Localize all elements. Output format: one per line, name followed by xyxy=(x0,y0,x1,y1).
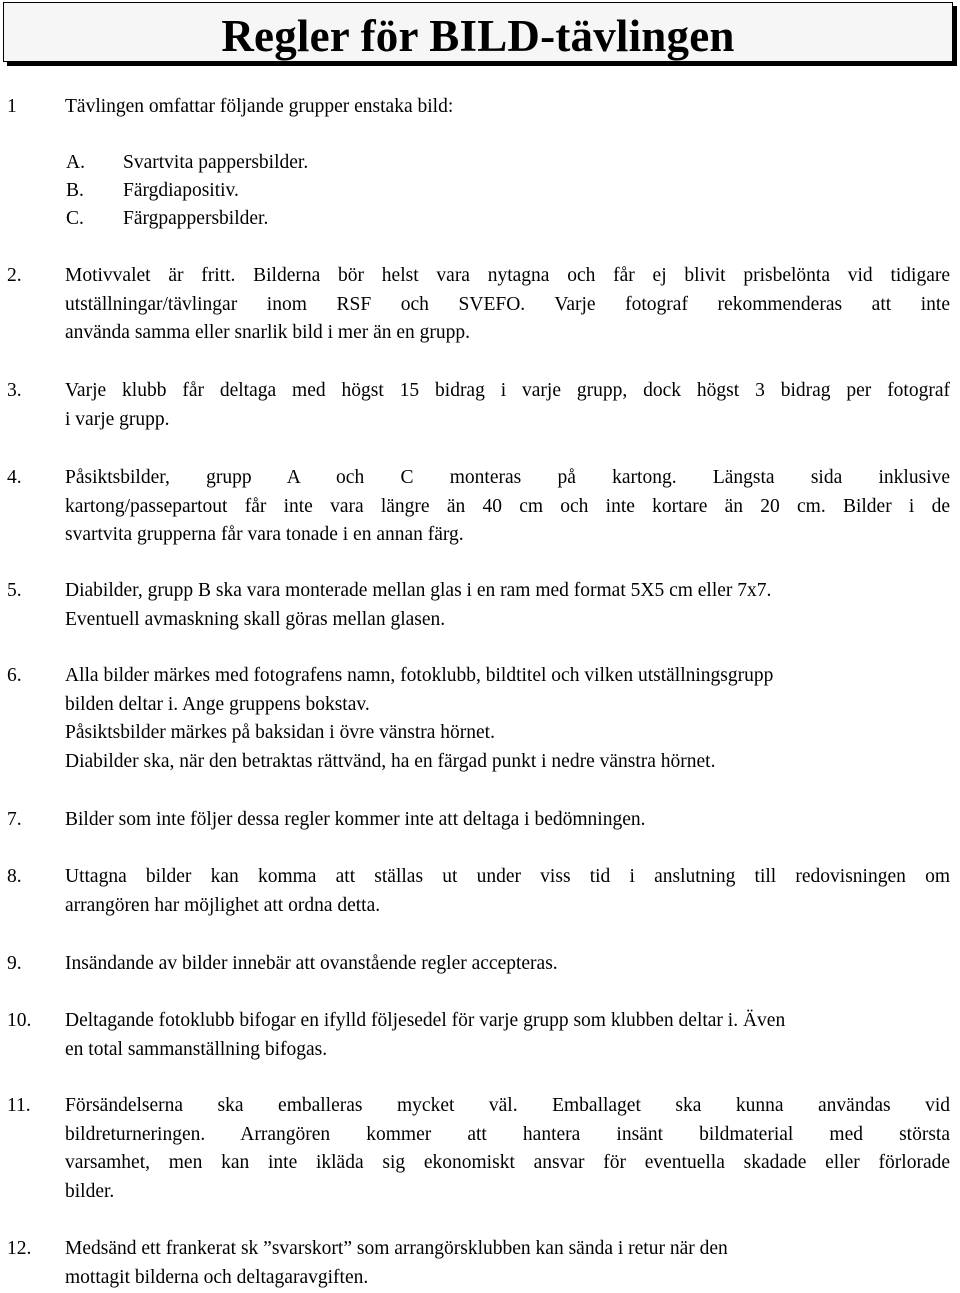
group-letter: A. xyxy=(66,152,85,173)
rule-line: Tävlingen omfattar följande grupper enstaka bild: xyxy=(65,96,454,117)
group-text: Färgpappersbilder. xyxy=(123,208,269,229)
rule-line: Uttagna bilder kan komma att ställas ut under viss tid i anslutning till redovisningen om xyxy=(65,866,950,887)
rule-number: 7. xyxy=(7,809,22,830)
rule-line: Diabilder ska, när den betraktas rättvänd, ha en färgad punkt i nedre vänstra hörnet. xyxy=(65,750,716,772)
rule-line: Försändelserna ska emballeras mycket väl. Emballaget ska kunna användas vid xyxy=(65,1095,950,1116)
rule-line: Alla bilder märkes med fotografens namn, fotoklubb, bildtitel och vilken utställningsgrupp xyxy=(65,665,774,686)
rule-line: bilder. xyxy=(65,1180,115,1202)
rule-number: 12. xyxy=(7,1238,32,1259)
rule-line: Bilder som inte följer dessa regler kommer inte att deltaga i bedömningen. xyxy=(65,809,646,830)
group-item-a xyxy=(0,149,960,179)
group-letter: B. xyxy=(66,180,84,201)
rule-line: arrangören har möjlighet att ordna detta. xyxy=(65,894,381,916)
rule-line: Eventuell avmaskning skall göras mellan glasen. xyxy=(65,608,446,630)
rule-line: Insändande av bilder innebär att ovanstående regler accepteras. xyxy=(65,953,558,974)
rule-body xyxy=(65,950,950,979)
rule-line: Påsiktsbilder, grupp A och C monteras på kartong. Längsta sida inklusive xyxy=(65,467,950,488)
group-text: Svartvita pappersbilder. xyxy=(123,152,309,173)
rule-number: 5. xyxy=(7,580,22,601)
rule-body xyxy=(65,577,950,634)
rule-1 xyxy=(0,93,960,123)
rule-line: kartong/passepartout får inte vara längre än 40 cm och inte kortare än 20 cm. Bilder i de xyxy=(65,495,950,517)
rule-body xyxy=(65,806,950,835)
rule-line: varsamhet, men kan inte ikläda sig ekonomiskt ansvar för eventuella skadade eller förlorade xyxy=(65,1152,950,1173)
rule-number: 3. xyxy=(7,380,22,401)
rule-line: Motivvalet är fritt. Bilderna bör helst vara nytagna och får ej blivit prisbelönta vid tidigare xyxy=(65,265,950,286)
group-item-b xyxy=(0,177,960,207)
rule-body xyxy=(65,1092,950,1206)
rule-body xyxy=(65,863,950,920)
rule-line: bilden deltar i. Ange gruppens bokstav. xyxy=(65,693,370,715)
rule-line: utställningar/tävlingar inom RSF och SVEFO. Varje fotograf rekommenderas att inte xyxy=(65,293,950,315)
page-title: Regler för BILD-tävlingen xyxy=(221,11,735,61)
title-box xyxy=(3,2,953,62)
rule-body xyxy=(65,93,950,122)
rule-line: svartvita grupperna får vara tonade i en annan färg. xyxy=(65,524,464,545)
rule-number: 2. xyxy=(7,265,22,286)
rule-line: mottagit bilderna och deltagaravgiften. xyxy=(65,1266,369,1288)
rule-body xyxy=(65,377,950,434)
rule-number: 1 xyxy=(7,96,17,117)
rule-number: 6. xyxy=(7,665,22,686)
rule-line: Diabilder, grupp B ska vara monterade mellan glas i en ram med format 5X5 cm eller 7x7. xyxy=(65,580,772,601)
group-letter: C. xyxy=(66,208,84,229)
rule-line: en total sammanställning bifogas. xyxy=(65,1038,328,1060)
rule-number: 8. xyxy=(7,866,22,887)
rule-line: bildreturneringen. Arrangören kommer att hantera insänt bildmaterial med största xyxy=(65,1123,950,1145)
rule-line: i varje grupp. xyxy=(65,408,170,430)
rule-body xyxy=(65,262,950,348)
rule-body xyxy=(65,464,950,550)
rule-number: 4. xyxy=(7,467,22,488)
rule-line: använda samma eller snarlik bild i mer än en grupp. xyxy=(65,322,471,343)
rule-body xyxy=(65,1007,950,1064)
rule-number: 9. xyxy=(7,953,22,974)
rule-line: Påsiktsbilder märkes på baksidan i övre vänstra hörnet. xyxy=(65,722,495,743)
rule-line: Medsänd ett frankerat sk ”svarskort” som arrangörsklubben kan sända i retur när den xyxy=(65,1238,728,1259)
rule-number: 10. xyxy=(7,1010,32,1031)
rule-line: Varje klubb får deltaga med högst 15 bidrag i varje grupp, dock högst 3 bidrag per fotograf xyxy=(65,380,950,401)
group-item-c xyxy=(0,205,960,235)
rule-number: 11. xyxy=(7,1095,31,1116)
rule-line: Deltagande fotoklubb bifogar en ifylld följesedel för varje grupp som klubben deltar i. Även xyxy=(65,1010,786,1031)
rule-body xyxy=(65,1235,950,1292)
rule-body xyxy=(65,662,950,776)
group-text: Färgdiapositiv. xyxy=(123,180,239,201)
